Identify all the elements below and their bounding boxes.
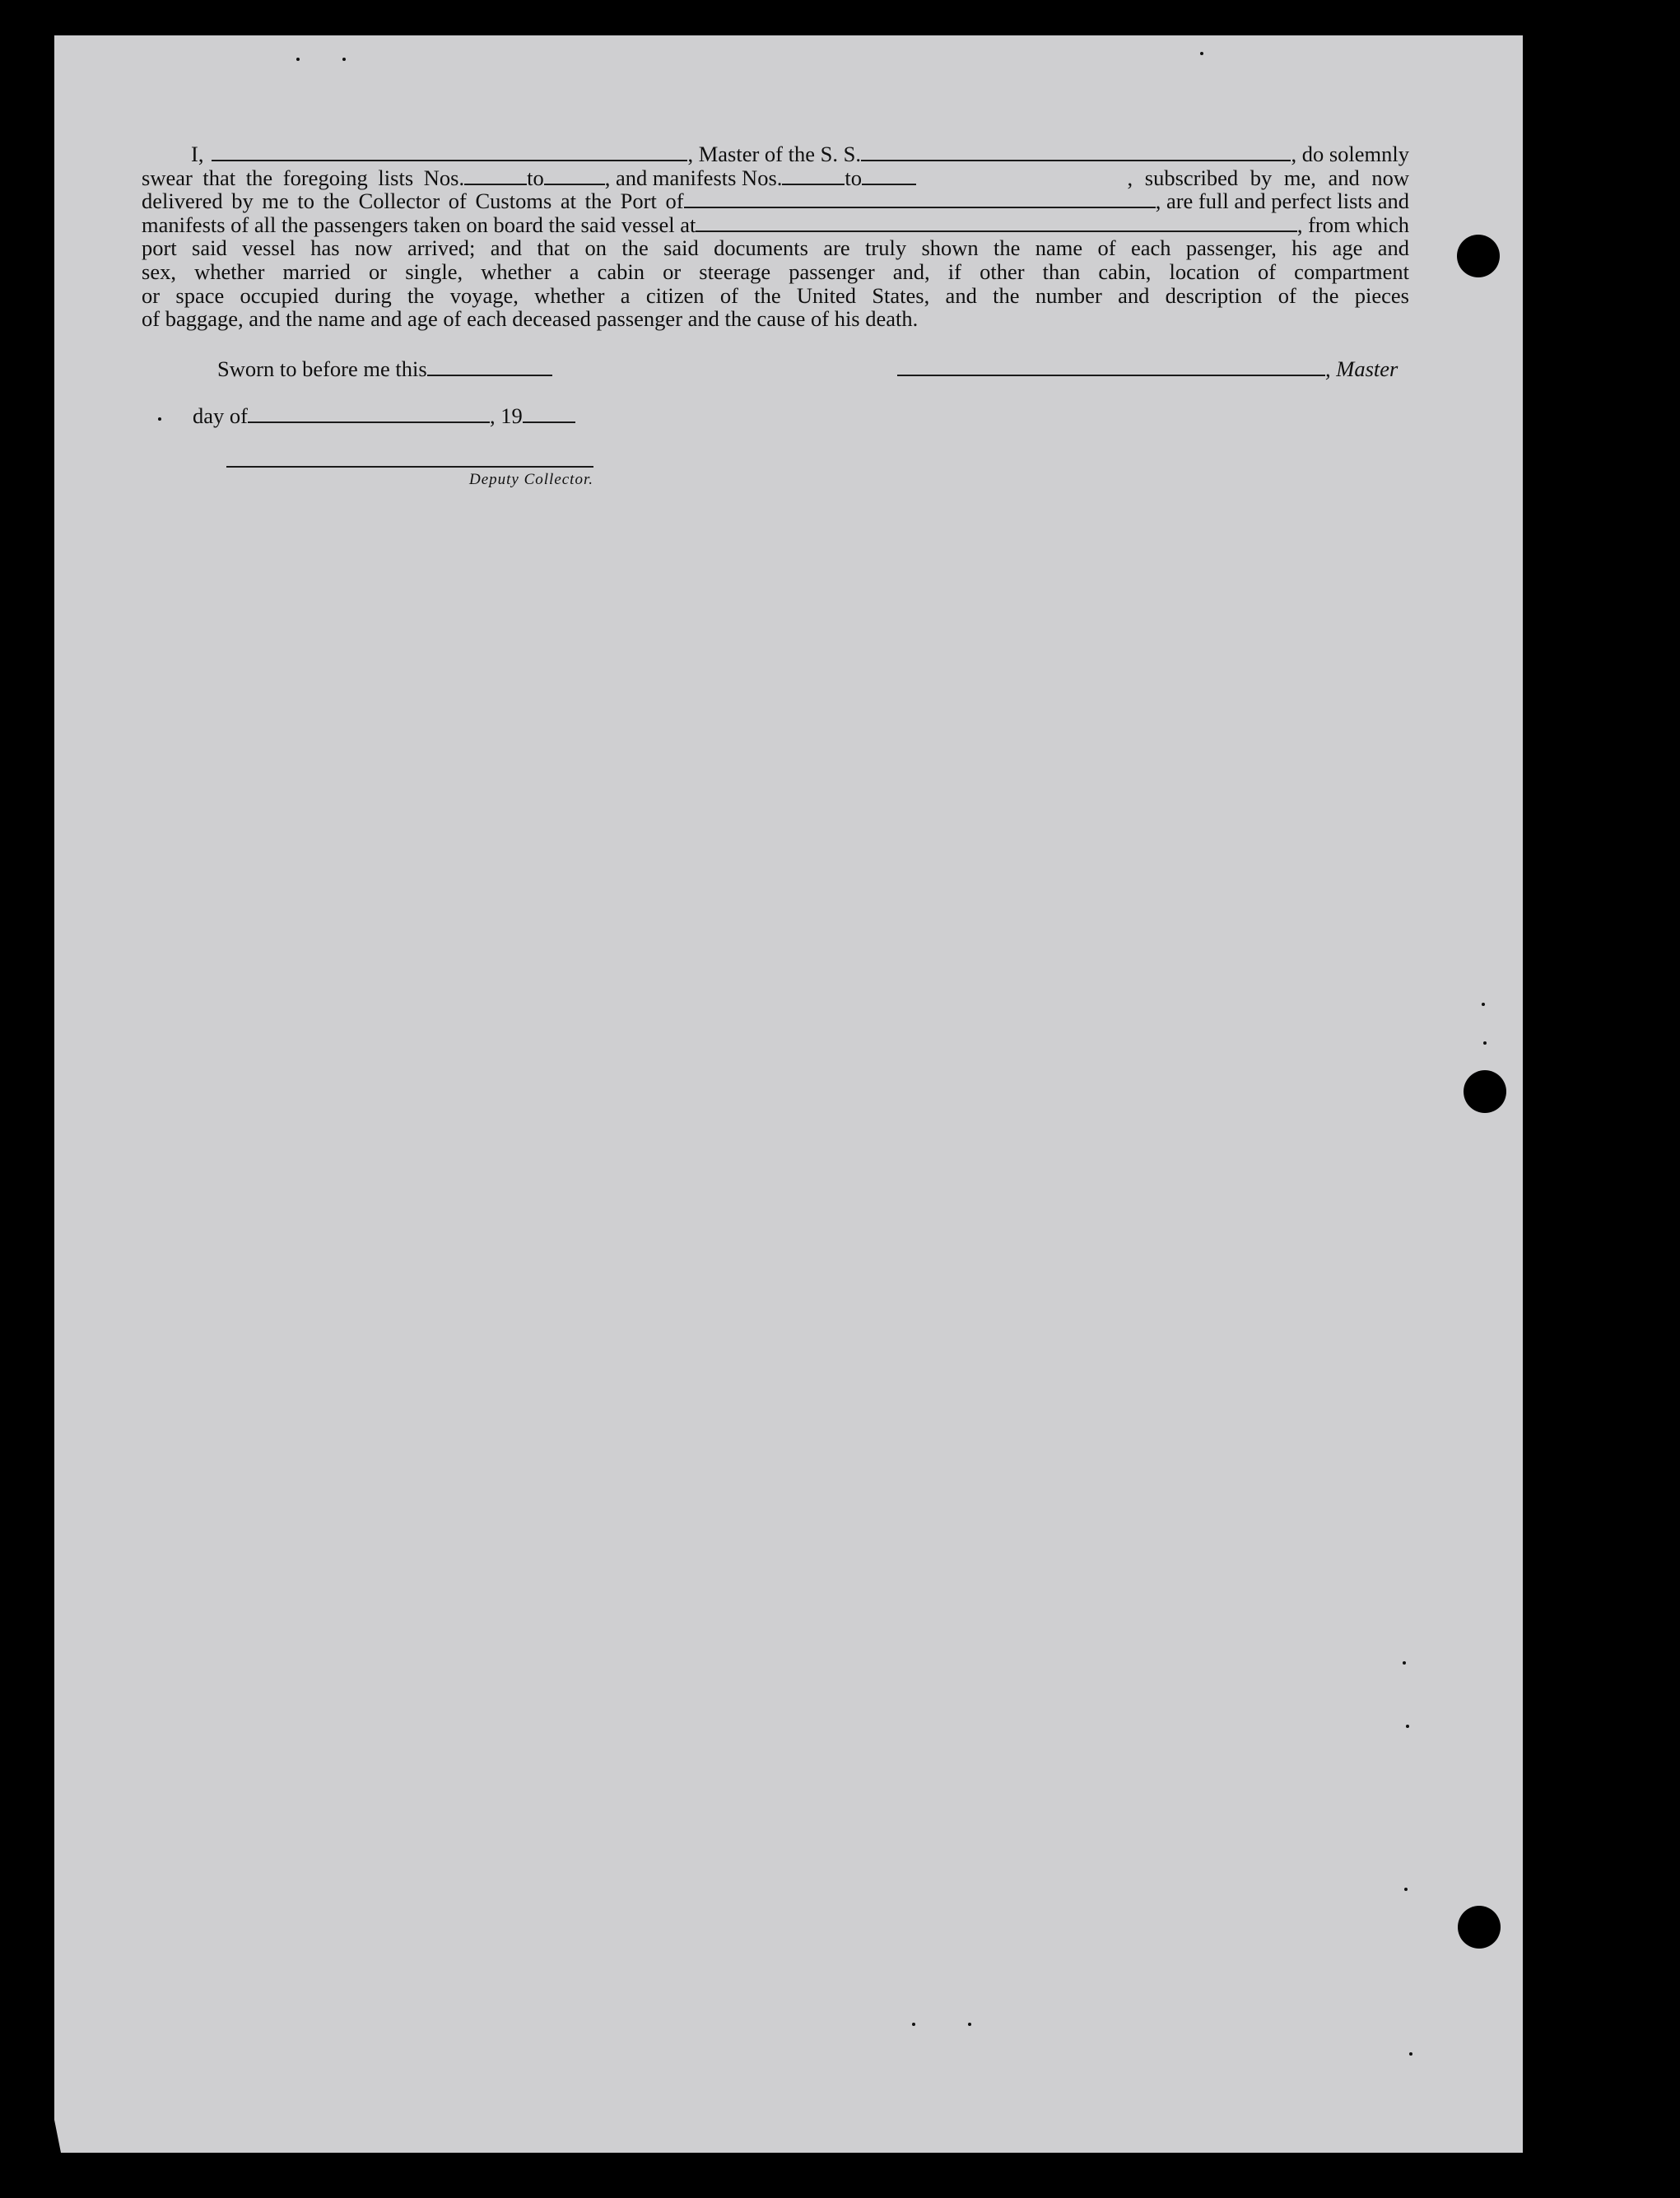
oath-line-2 bbox=[142, 166, 1409, 190]
manifest-to-blank[interactable] bbox=[862, 167, 916, 185]
punch-hole-middle bbox=[1464, 1070, 1506, 1113]
master-signature-line bbox=[897, 356, 1398, 382]
ship-name-blank[interactable] bbox=[861, 143, 1291, 161]
oath-text-6: sex, whether married or single, whether a cabin or steerage passenger and, if other than cabin, location of compartment bbox=[142, 258, 1409, 284]
speck bbox=[1200, 52, 1203, 55]
oath-paragraph bbox=[142, 142, 1409, 331]
day-of-label: day of bbox=[193, 403, 248, 428]
master-signature-blank[interactable] bbox=[897, 358, 1325, 376]
speck bbox=[968, 2023, 971, 2026]
speck bbox=[342, 58, 346, 61]
oath-line-1 bbox=[142, 142, 1409, 166]
list-from-blank[interactable] bbox=[464, 167, 527, 185]
master-name-blank[interactable] bbox=[212, 143, 687, 161]
speck bbox=[1403, 1661, 1406, 1665]
list-to-blank[interactable] bbox=[544, 167, 605, 185]
oath-full-perfect: , are full and perfect lists and bbox=[1155, 189, 1409, 214]
port-blank[interactable] bbox=[684, 190, 1156, 208]
speck bbox=[1409, 2052, 1412, 2056]
speck bbox=[912, 2023, 915, 2026]
month-blank[interactable] bbox=[248, 405, 490, 423]
oath-master-label: , Master of the S. S. bbox=[687, 142, 861, 166]
deputy-signature-line[interactable] bbox=[226, 466, 593, 468]
oath-to-1: to bbox=[527, 165, 544, 190]
oath-text-5: port said vessel has now arrived; and that on the said documents are truly shown the name of each passenger, his age and bbox=[142, 235, 1409, 261]
speck bbox=[296, 58, 300, 61]
oath-line-5 bbox=[142, 236, 1409, 260]
oath-manifests-nos: , and manifests Nos. bbox=[604, 165, 783, 190]
oath-vessel-at: manifests of all the passengers taken on board the said vessel at bbox=[142, 212, 696, 237]
sworn-line bbox=[217, 356, 552, 382]
oath-line-4 bbox=[142, 213, 1409, 237]
oath-i: I, bbox=[191, 142, 204, 166]
oath-solemnly: , do solemnly bbox=[1291, 142, 1409, 166]
oath-lists-nos: swear that the foregoing lists Nos. bbox=[142, 165, 465, 190]
sworn-label: Sworn to before me this bbox=[217, 356, 427, 381]
punch-hole-bottom bbox=[1458, 1906, 1501, 1949]
oath-line-8 bbox=[142, 307, 1409, 331]
oath-to-2: to bbox=[845, 165, 863, 190]
oath-text-7: or space occupied during the voyage, whether a citizen of the United States, and the number and description of the pieces bbox=[142, 282, 1409, 308]
speck bbox=[1483, 1041, 1487, 1045]
oath-line-7 bbox=[142, 284, 1409, 308]
day-of-line bbox=[193, 403, 575, 429]
master-signature-label: , Master bbox=[1325, 356, 1398, 381]
oath-line-3 bbox=[142, 189, 1409, 213]
sworn-date-blank[interactable] bbox=[427, 358, 552, 376]
year-blank[interactable] bbox=[523, 405, 575, 423]
oath-port-of: delivered by me to the Collector of Customs at the Port of bbox=[142, 189, 684, 214]
form-page bbox=[54, 35, 1523, 2153]
year-prefix: , 19 bbox=[489, 403, 523, 428]
oath-text-8: of baggage, and the name and age of each deceased passenger and the cause of his death. bbox=[142, 306, 919, 332]
punch-hole-top bbox=[1457, 235, 1500, 277]
oath-subscribed: , subscribed by me, and now bbox=[1127, 165, 1409, 190]
manifest-from-blank[interactable] bbox=[782, 167, 845, 185]
deputy-collector-label: Deputy Collector. bbox=[468, 471, 593, 488]
speck bbox=[1406, 1725, 1409, 1728]
oath-from-which: , from which bbox=[1296, 212, 1409, 237]
speck bbox=[1404, 1888, 1408, 1891]
oath-line-6 bbox=[142, 260, 1409, 284]
departure-port-blank[interactable] bbox=[696, 214, 1297, 232]
speck bbox=[1482, 1003, 1485, 1006]
speck bbox=[158, 417, 161, 421]
